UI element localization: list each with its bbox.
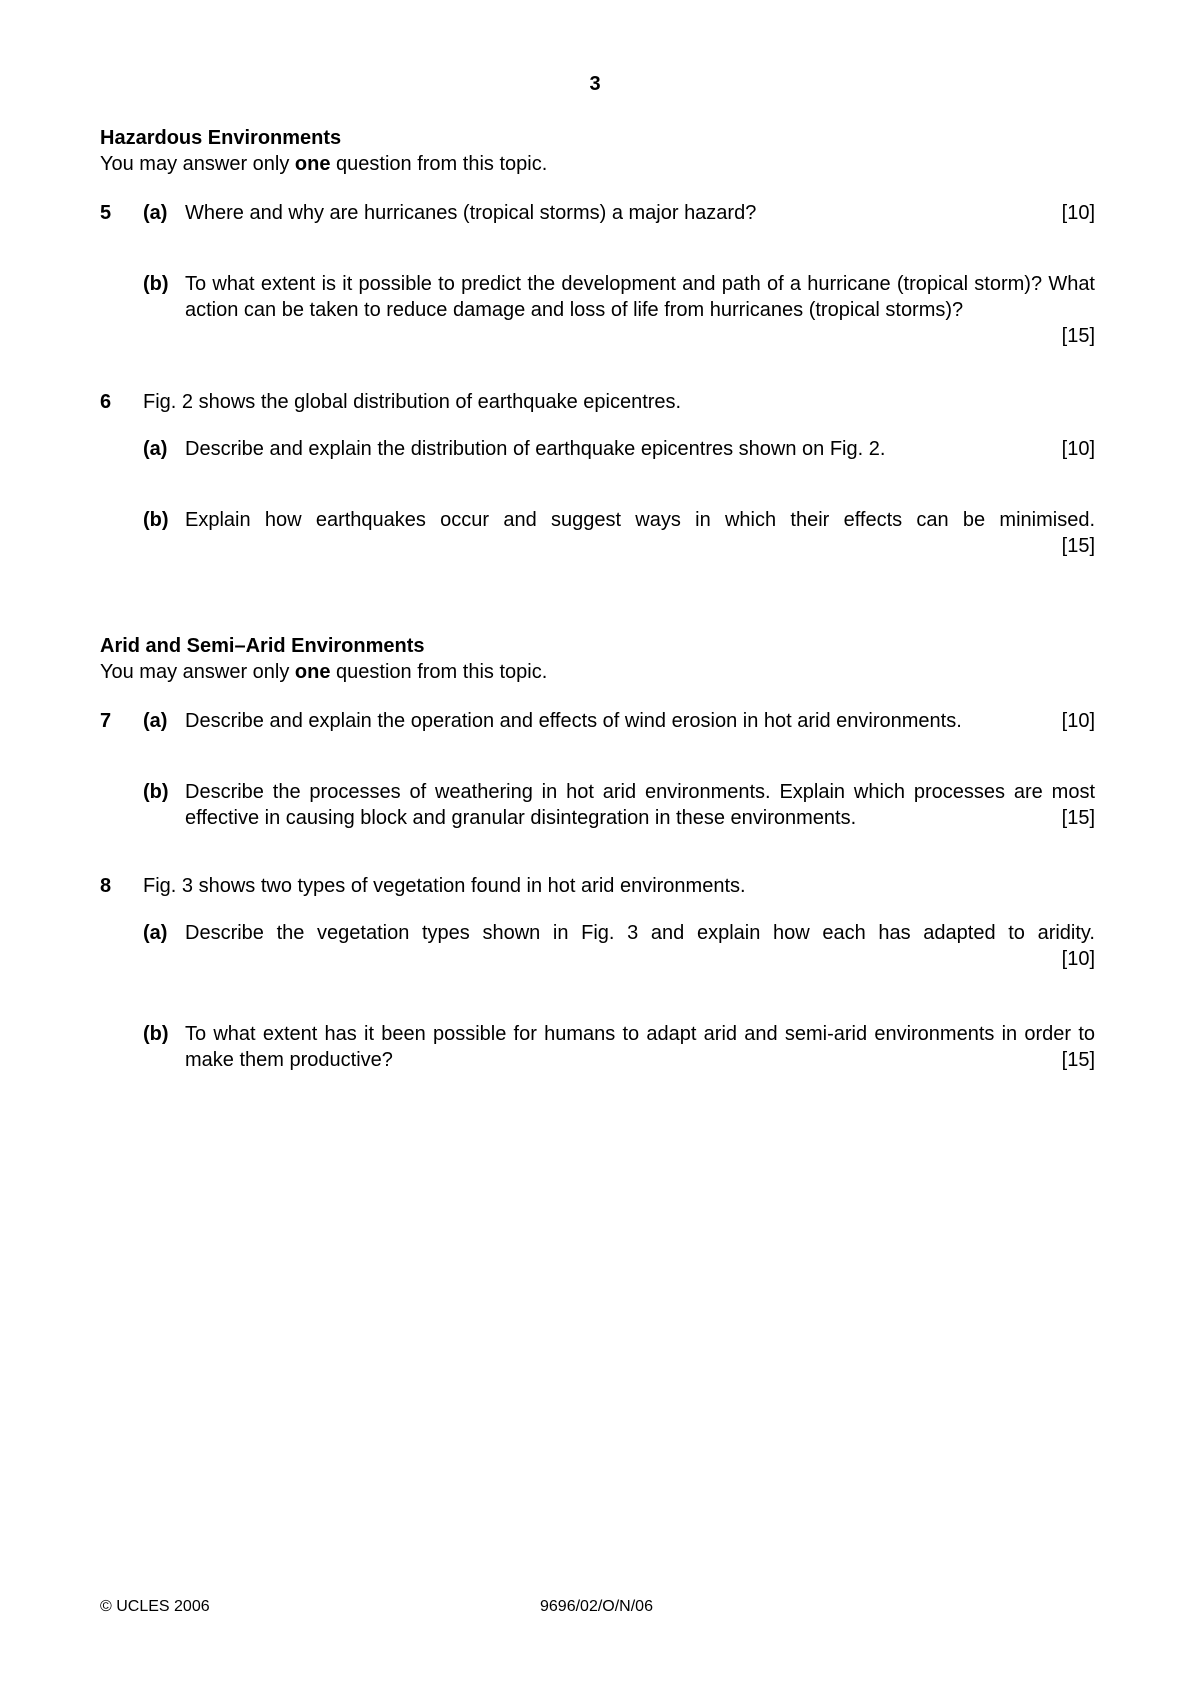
mark-allocation: [10] [1061, 202, 1095, 224]
section-title: Hazardous Environments [100, 127, 342, 149]
page-number: 3 [589, 73, 601, 95]
part-label: (a) [143, 438, 168, 460]
part-label: (b) [143, 273, 169, 295]
question-text: Where and why are hurricanes (tropical storms) a major hazard? [185, 202, 757, 224]
question-text: To what extent has it been possible for humans to adapt arid and semi-arid environments in order to make them productive? [185, 1023, 1095, 1071]
mark-allocation: [15] [1061, 1049, 1095, 1071]
part-label: (a) [143, 922, 168, 944]
question-text: To what extent is it possible to predict the development and path of a hurricane (tropical storm)? What action can be taken to reduce damage and loss of life from hurricanes (tropical storms)? [185, 273, 1095, 321]
section-instruction: You may answer only one question from this topic. [100, 661, 548, 683]
part-label: (a) [143, 202, 168, 224]
question-stem: Fig. 2 shows the global distribution of earthquake epicentres. [143, 391, 682, 413]
question-number: 7 [100, 710, 112, 732]
question-number: 5 [100, 202, 112, 224]
question-number: 8 [100, 875, 112, 897]
section-hazardous-environments [100, 125, 1095, 177]
part-label: (a) [143, 710, 168, 732]
question-stem: Fig. 3 shows two types of vegetation found in hot arid environments. [143, 875, 746, 897]
part-label: (b) [143, 509, 169, 531]
question-text: Describe the vegetation types shown in Fig. 3 and explain how each has adapted to aridity. [185, 922, 1095, 944]
mark-allocation: [15] [1061, 807, 1095, 829]
question-text: Describe and explain the distribution of earthquake epicentres shown on Fig. 2. [185, 438, 886, 460]
section-instruction: You may answer only one question from this topic. [100, 153, 548, 175]
question-text: Describe and explain the operation and effects of wind erosion in hot arid environments. [185, 710, 962, 732]
question-text: Describe the processes of weathering in hot arid environments. Explain which processes are most effective in causing block and granular disintegration in these environments. [185, 781, 1095, 829]
mark-allocation: [10] [1061, 948, 1095, 970]
question-number: 6 [100, 391, 112, 413]
footer-copyright: © UCLES 2006 [100, 1598, 210, 1615]
section-title: Arid and Semi–Arid Environments [100, 635, 425, 657]
footer-paper-code: 9696/02/O/N/06 [540, 1598, 653, 1615]
question-text: Explain how earthquakes occur and suggest ways in which their effects can be minimised. [185, 509, 1095, 531]
mark-allocation: [10] [1061, 438, 1095, 460]
part-label: (b) [143, 1023, 169, 1045]
section-arid-environments [100, 633, 1095, 685]
mark-allocation: [15] [1061, 535, 1095, 557]
mark-allocation: [10] [1061, 710, 1095, 732]
part-label: (b) [143, 781, 169, 803]
mark-allocation: [15] [1061, 325, 1095, 347]
